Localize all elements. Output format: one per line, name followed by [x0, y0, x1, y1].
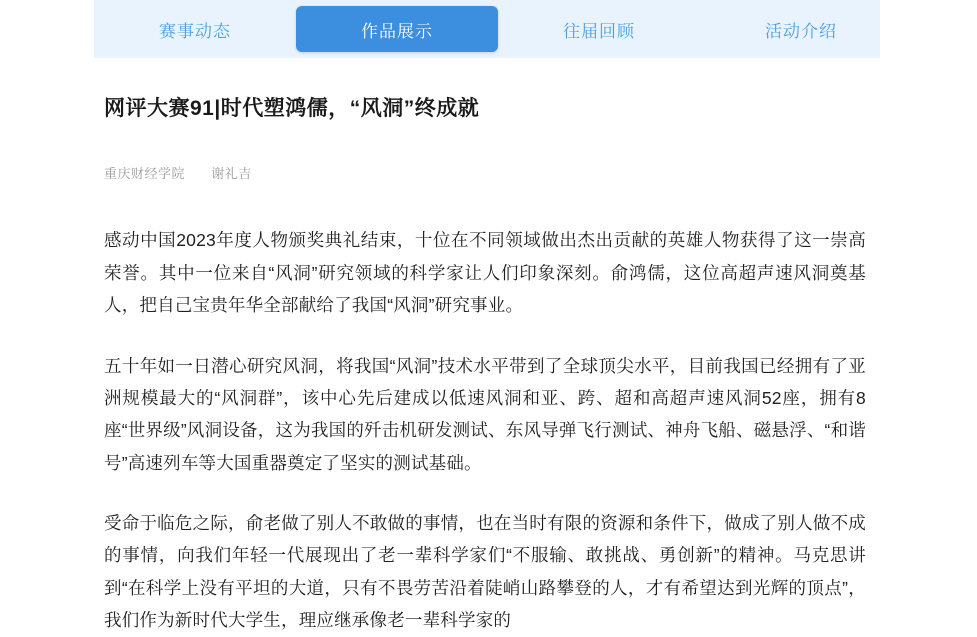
right-gutter: [880, 0, 977, 585]
tab-news-label: 赛事动态: [159, 21, 231, 41]
article-meta: [104, 163, 866, 182]
tab-about-label: 活动介绍: [765, 21, 837, 41]
tab-news[interactable]: [94, 6, 296, 52]
article-paragraph: 受命于临危之际，俞老做了别人不敢做的事情，也在当时有限的资源和条件下，做成了别人做不成的事情，向我们年轻一代展现出了老一辈科学家们“不服输、敢挑战、勇创新”的精神。马克思讲到“在科学上没有平坦的大道，只有不畏劳苦沿着陡峭山路攀登的人，才有希望达到光辉的顶点”，我们作为新时代大学生，理应继承像老一辈科学家的: [104, 513, 866, 631]
tab-works[interactable]: [296, 6, 498, 52]
tab-bar: [94, 0, 880, 58]
article-author: 谢礼吉: [211, 166, 252, 182]
article: [94, 58, 880, 631]
left-gutter: [0, 0, 94, 585]
tab-review[interactable]: [498, 6, 700, 52]
tab-review-label: 往届回顾: [563, 21, 635, 41]
article-organization: 重庆财经学院: [104, 166, 186, 182]
article-paragraph: 感动中国2023年度人物颁奖典礼结束，十位在不同领域做出杰出贡献的英雄人物获得了这一崇高荣誉。其中一位来自“风洞”研究领域的科学家让人们印象深刻。俞鸿儒，这位高超声速风洞奠基人，把自己宝贵年华全部献给了我国“风洞”研究事业。: [104, 230, 866, 316]
tab-works-label: 作品展示: [361, 21, 433, 41]
article-body: [104, 224, 866, 636]
article-title: 网评大赛91|时代塑鸿儒，“风洞”终成就: [104, 97, 480, 120]
tab-about[interactable]: [700, 6, 902, 52]
content-area: [94, 58, 880, 631]
article-paragraph: 五十年如一日潜心研究风洞，将我国“风洞”技术水平带到了全球顶尖水平，目前我国已经拥有了亚洲规模最大的“风洞群”，该中心先后建成以低速风洞和亚、跨、超和高超声速风洞52座，拥有8座“世界级”风洞设备，这为我国的歼击机研发测试、东风导弹飞行测试、神舟飞船、磁悬浮、“和谐号”高速列车等大国重器奠定了坚实的测试基础。: [104, 355, 866, 473]
